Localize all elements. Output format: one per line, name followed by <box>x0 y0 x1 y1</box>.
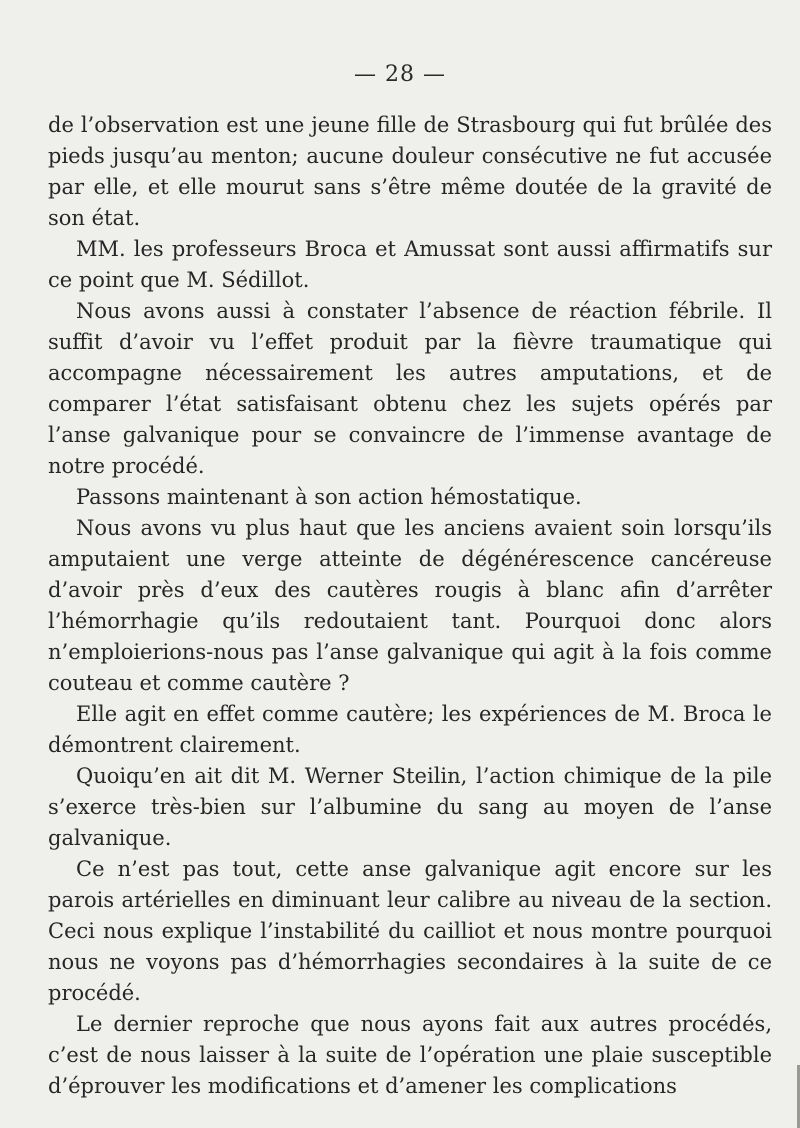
paragraph: de l’observation est une jeune fille de Strasbourg qui fut brûlée des pieds jusqu’au menton; aucune douleur consécutive ne fut accusée par elle, et elle mourut sans s’être même doutée de la gravité de son état. <box>48 113 772 230</box>
paragraph: MM. les professeurs Broca et Amussat sont aussi affirmatifs sur ce point que M. Sédillot. <box>48 237 772 292</box>
paragraph: Nous avons vu plus haut que les anciens avaient soin lorsqu’ils amputaient une verge atteinte de dégénérescence cancéreuse d’avoir près d’eux des cautères rougis à blanc afin d’arrêter l’hémorrhagie qu’ils redoutaient tant. Pourquoi donc alors n’emploierions-nous pas l’anse galvanique qui agit à la fois comme couteau et comme cautère ? <box>48 516 772 695</box>
paragraph: Elle agit en effet comme cautère; les expériences de M. Broca le démontrent clairement. <box>48 702 772 757</box>
paragraph: Passons maintenant à son action hémostatique. <box>76 485 582 509</box>
paragraph: Quoiqu’en ait dit M. Werner Steilin, l’action chimique de la pile s’exerce très-bien sur l’albumine du sang au moyen de l’anse galvanique. <box>48 764 772 850</box>
paragraph: Le dernier reproche que nous ayons fait aux autres procédés, c’est de nous laisser à la suite de l’opération une plaie susceptible d’éprouver les modifications et d’amener les complications <box>48 1012 772 1098</box>
page-number: — 28 — <box>354 62 446 87</box>
paragraph: Ce n’est pas tout, cette anse galvanique agit encore sur les parois artérielles en diminuant leur calibre au niveau de la section. Ceci nous explique l’instabilité du cailliot et nous montre pourquoi nous ne voyons pas d’hémorrhagies secondaires à la suite de ce procédé. <box>48 857 772 1005</box>
body-text <box>48 110 772 1102</box>
paragraph: Nous avons aussi à constater l’absence de réaction fébrile. Il suffit d’avoir vu l’effet produit par la fièvre traumatique qui accompagne nécessairement les autres amputations, et de comparer l’état satisfaisant obtenu chez les sujets opérés par l’anse galvanique pour se convaincre de l’immense avantage de notre procédé. <box>48 299 772 478</box>
